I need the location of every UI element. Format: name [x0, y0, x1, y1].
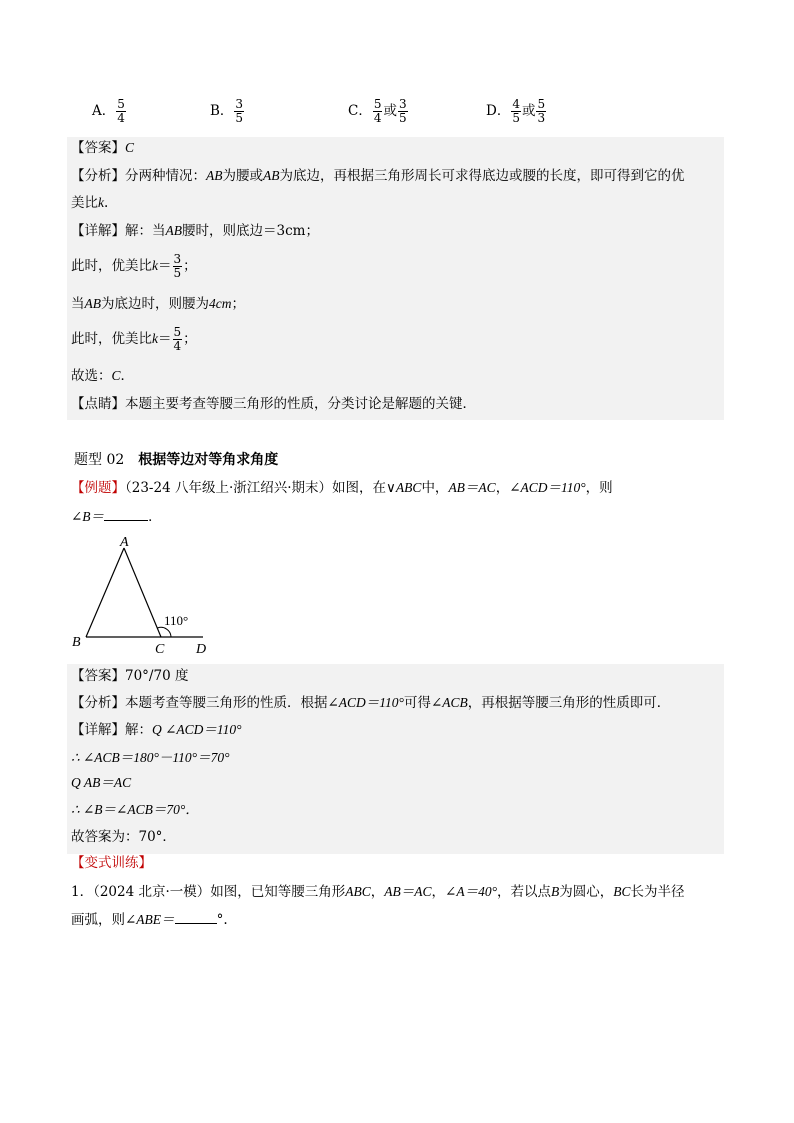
q1-answer: 【答案】C — [71, 140, 135, 156]
q1-detail: 【详解】解：当AB腰时，则底边＝3cm； — [71, 223, 319, 239]
triangle-figure — [70, 530, 220, 660]
q2-answer: 【答案】70°/70 度 — [71, 668, 189, 684]
label-d: D — [196, 642, 207, 657]
variant-question-cont: 画弧，则∠ABE＝ °. — [71, 909, 228, 930]
q1-analysis-cont: 美比k. — [71, 195, 109, 211]
q2-detail: 【详解】解：Q ∠ACD＝110° — [71, 722, 242, 738]
q2-analysis: 【分析】本题考查等腰三角形的性质．根据∠ACD＝110°可得∠ACB，再根据等腰三角形的性质即可． — [71, 695, 671, 711]
variant-heading: 【变式训练】 — [71, 855, 152, 871]
label-b: B — [72, 635, 81, 650]
side-ab — [86, 548, 124, 637]
side-ac — [124, 548, 161, 637]
q2-step-2: ∴ ∠ACB＝180°－110°＝70° — [71, 750, 230, 765]
q1-analysis: 【分析】分两种情况：AB为腰或AB为底边，再根据三角形周长可求得底边或腰的长度，即可得到它的优 — [71, 168, 685, 184]
q1-ratio-2: 此时，优美比k＝ $\frac{5}{4}$ ； — [71, 325, 197, 353]
angle-label: 110° — [164, 613, 189, 628]
variant-question: 1．（2024 北京·一模）如图，已知等腰三角形ABC，AB＝AC，∠A＝40°，若以点B为圆心，BC长为半径 — [71, 884, 685, 900]
q2-final: 故答案为：70°． — [71, 829, 176, 845]
q2-step-3: Q AB＝AC — [71, 775, 132, 790]
example-tag: 【例题】 — [71, 480, 125, 496]
label-a: A — [120, 535, 129, 550]
example-question: 【例题】（23-24 八年级上·浙江绍兴·期末）如图，在∨ABC中，AB＝AC，∠ACD＝110°，则 — [71, 480, 613, 496]
q2-step-4: ∴ ∠B＝∠ACB＝70°． — [71, 802, 199, 817]
q1-base-case: 当AB为底边时，则腰为4cm； — [71, 296, 245, 312]
q1-choice: 故选：C． — [71, 368, 135, 384]
answer-blank — [104, 506, 148, 521]
option-c: C． $\frac{5}{4}$ 或 $\frac{3}{5}$ — [348, 97, 407, 125]
option-a: A． $\frac{5}{4}$ — [92, 97, 125, 125]
option-b: B． $\frac{3}{5}$ — [210, 97, 244, 125]
label-c: C — [155, 642, 165, 657]
example-blank-line: ∠B＝ ． — [71, 506, 162, 527]
q1-comment: 【点睛】本题主要考查等腰三角形的性质，分类讨论是解题的关键． — [71, 396, 476, 412]
q1-ratio-1: 此时，优美比k＝ $\frac{3}{5}$ ； — [71, 252, 197, 280]
option-d: D． $\frac{4}{5}$ 或 $\frac{5}{3}$ — [486, 97, 546, 125]
section-heading: 题型 02 根据等边对等角求角度 — [74, 452, 279, 468]
variant-answer-blank — [175, 909, 217, 924]
